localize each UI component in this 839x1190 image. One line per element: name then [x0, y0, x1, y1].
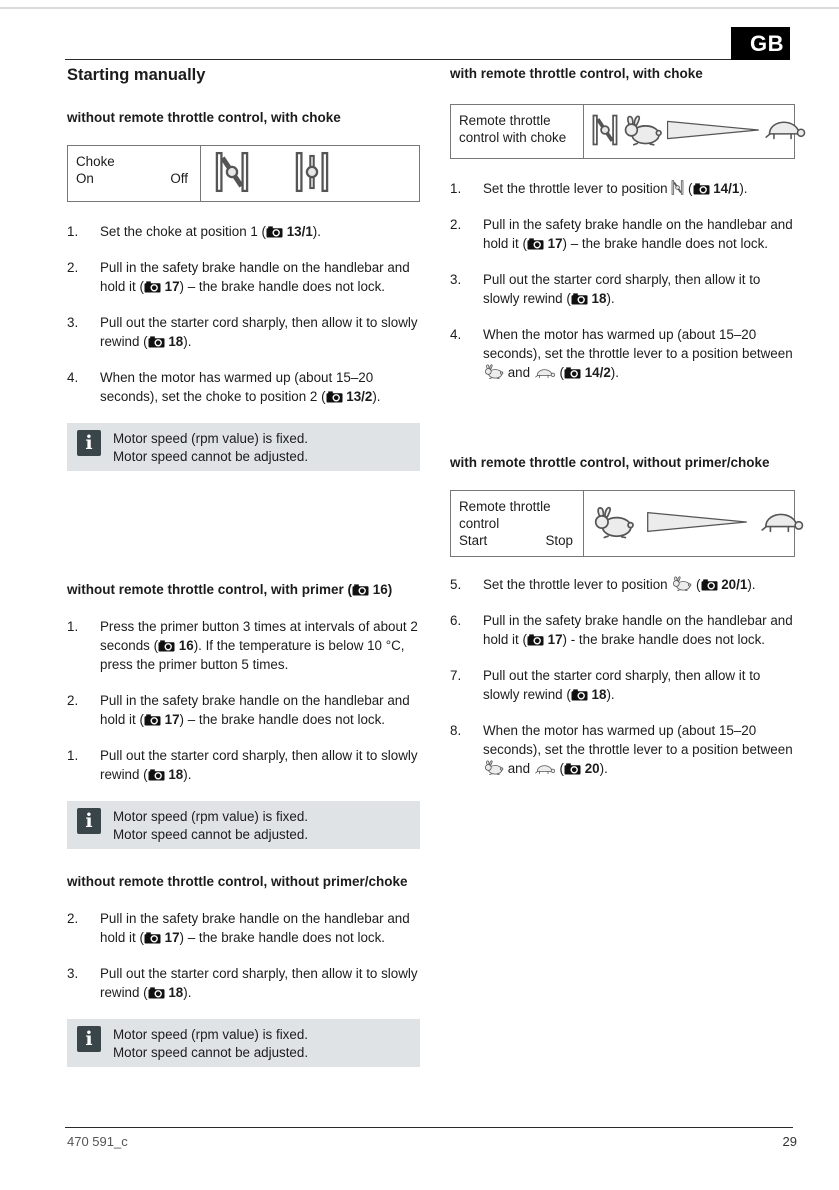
choke-table-icons: [201, 146, 419, 201]
spacer: [450, 399, 795, 454]
hare-icon: [622, 114, 662, 149]
camera-icon: [144, 932, 161, 944]
list-text: Pull in the safety brake handle on the handlebar and hold it ( 17) – the brake handle does not lock.: [483, 217, 793, 251]
list-number: 5.: [450, 577, 462, 592]
list-item: [67, 964, 420, 1002]
list-text: When the motor has warmed up (about 15–20 seconds), set the throttle lever to a position between and ( 20).: [483, 723, 793, 776]
list-text: Pull in the safety brake handle on the handlebar and hold it ( 17) - the brake handle does not lock.: [483, 613, 793, 647]
list-text: Set the choke at position 1 ( 13/1).: [100, 224, 321, 239]
info-note-line2: Motor speed cannot be adjusted.: [113, 827, 309, 842]
info-note-line1: Motor speed (rpm value) is fixed.: [113, 1027, 308, 1042]
list-text: Pull out the starter cord sharply, then allow it to slowly rewind ( 18).: [483, 668, 761, 702]
choke-symbol-icon: [671, 180, 684, 195]
tortoise-icon: [760, 510, 804, 535]
wedge-icon: [666, 114, 760, 146]
list-text: Pull out the starter cord sharply, then allow it to slowly rewind ( 18).: [100, 315, 418, 349]
list-number: 1.: [67, 619, 79, 634]
list-item: [67, 258, 420, 296]
list-number: 1.: [67, 224, 79, 239]
camera-icon: [693, 183, 710, 195]
hare-icon: [671, 576, 692, 591]
list-number: 2.: [450, 217, 462, 232]
remote-throttle-label: [451, 491, 584, 556]
list-text: Pull in the safety brake handle on the handlebar and hold it ( 17) – the brake handle does not lock.: [100, 911, 410, 945]
header-rule: [65, 59, 793, 60]
page-title: Starting manually: [67, 66, 206, 84]
info-note-line2: Motor speed cannot be adjusted.: [113, 1045, 309, 1060]
camera-icon: [266, 226, 283, 238]
choke-table-label: [68, 146, 201, 201]
camera-icon: [564, 763, 581, 775]
list-number: 1.: [450, 181, 462, 196]
list-text: Pull in the safety brake handle on the handlebar and hold it ( 17) – the brake handle does not lock.: [100, 260, 410, 294]
list-text: Pull out the starter cord sharply, then allow it to slowly rewind ( 18).: [483, 272, 761, 306]
list-item: [67, 222, 420, 241]
list-number: 3.: [67, 966, 79, 981]
list-number: 4.: [450, 327, 462, 342]
camera-icon: [352, 584, 369, 596]
remote-throttle-choke-label: [451, 105, 584, 158]
footer-rule: [65, 1127, 793, 1128]
camera-icon: [326, 391, 343, 403]
throttle-wedge-icon: [639, 505, 755, 542]
page-number: 29: [782, 1134, 797, 1149]
info-icon: i: [77, 1026, 101, 1052]
list-item: [67, 313, 420, 351]
camera-icon: [527, 238, 544, 250]
label-line1: Remote throttle: [459, 113, 551, 128]
spacer: [67, 471, 420, 581]
remote-throttle-choke-table: [450, 104, 795, 159]
choke-open-icon: [295, 151, 329, 193]
camera-icon: [564, 367, 581, 379]
list-item: [450, 215, 795, 253]
camera-icon: [144, 281, 161, 293]
list-item: [67, 617, 420, 674]
choke-closed-icon: [215, 151, 249, 193]
choke-table: [67, 145, 420, 202]
list-number: 7.: [450, 668, 462, 683]
list-text: Pull in the safety brake handle on the handlebar and hold it ( 17) – the brake handle does not lock.: [100, 693, 410, 727]
tortoise-icon: [534, 764, 556, 775]
hare-icon: [622, 114, 662, 146]
list-item: [67, 691, 420, 729]
info-note-line1: Motor speed (rpm value) is fixed.: [113, 431, 308, 446]
list-item: [67, 368, 420, 406]
info-note: [67, 801, 420, 849]
list-text: Set the throttle lever to position ( 14/1).: [483, 181, 748, 196]
left-column: [67, 65, 420, 1067]
list-text: Pull out the starter cord sharply, then allow it to slowly rewind ( 18).: [100, 748, 418, 782]
list-number: 3.: [450, 272, 462, 287]
info-note-text: [113, 806, 308, 844]
choke-off-label: Off: [170, 171, 188, 186]
section-heading-remote-choke: with remote throttle control, with choke: [450, 66, 703, 81]
list-number: 4.: [67, 370, 79, 385]
label-line2: control: [459, 516, 500, 531]
remote-throttle-icons: [584, 491, 808, 556]
list-item: [450, 575, 795, 594]
list-item: [67, 746, 420, 784]
list-number: 8.: [450, 723, 462, 738]
list-number: 6.: [450, 613, 462, 628]
tortoise-icon: [764, 118, 806, 142]
info-note: [67, 423, 420, 471]
label-line1: Remote throttle: [459, 499, 551, 514]
info-icon: i: [77, 430, 101, 456]
camera-icon: [527, 634, 544, 646]
tortoise-icon: [534, 368, 556, 379]
camera-icon: [158, 640, 175, 652]
choke-closed-icon: [215, 151, 249, 196]
list-text: When the motor has warmed up (about 15–20 seconds), set the choke to position 2 ( 13/2).: [100, 370, 381, 404]
camera-icon: [148, 769, 165, 781]
list-number: 1.: [67, 748, 79, 763]
start-stop-row: [459, 532, 575, 549]
info-icon: i: [77, 808, 101, 834]
list-number: 2.: [67, 693, 79, 708]
remote-throttle-table: [450, 490, 795, 557]
right-column: [450, 65, 795, 795]
list-text: Press the primer button 3 times at intervals of about 2 seconds ( 16). If the temperature is below 10 °C, press the primer button 5 times.: [100, 619, 418, 672]
choke-label: Choke: [76, 154, 115, 169]
list-item: [67, 909, 420, 947]
hare-icon: [592, 505, 634, 539]
list-item: [450, 721, 795, 778]
list-text: When the motor has warmed up (about 15–20 seconds), set the throttle lever to a position between and ( 14/2).: [483, 327, 793, 380]
list-item: [450, 666, 795, 704]
list-item: [450, 325, 795, 382]
language-badge: GB: [731, 27, 793, 60]
document-code: 470 591_c: [67, 1134, 128, 1149]
choke-on-label: On: [76, 171, 94, 186]
section-heading-remote-no-primer: with remote throttle control, without primer/choke: [450, 455, 770, 470]
hare-icon: [592, 505, 634, 542]
hare-icon: [483, 364, 504, 379]
list-item: [450, 611, 795, 649]
list-number: 2.: [67, 260, 79, 275]
info-note-text: [113, 1024, 308, 1062]
choke-closed-icon: [592, 110, 618, 150]
list-text: Set the throttle lever to position ( 20/1).: [483, 577, 756, 592]
choke-onoff-row: [76, 170, 192, 187]
choke-closed-icon: [592, 110, 618, 153]
info-note-line2: Motor speed cannot be adjusted.: [113, 449, 309, 464]
list-item: [450, 179, 795, 198]
tortoise-icon: [764, 118, 806, 145]
list-number: 2.: [67, 911, 79, 926]
info-note-text: [113, 428, 308, 466]
info-note: [67, 1019, 420, 1067]
camera-icon: [144, 714, 161, 726]
section-heading-choke: without remote throttle control, with choke: [67, 110, 341, 125]
stop-label: Stop: [545, 533, 573, 548]
label-line2: control with choke: [459, 130, 567, 145]
camera-icon: [701, 579, 718, 591]
camera-icon: [148, 987, 165, 999]
choke-open-icon: [295, 151, 329, 196]
camera-icon: [571, 293, 588, 305]
remote-throttle-choke-icons: [584, 105, 810, 158]
camera-icon: [571, 689, 588, 701]
camera-icon: [148, 336, 165, 348]
throttle-wedge-icon: [666, 114, 760, 149]
list-text: Pull out the starter cord sharply, then allow it to slowly rewind ( 18).: [100, 966, 418, 1000]
start-label: Start: [459, 533, 488, 548]
section-heading-primer: without remote throttle control, with primer ( 16): [67, 582, 393, 597]
list-number: 3.: [67, 315, 79, 330]
wedge-icon: [639, 505, 755, 539]
scan-artifact: [0, 7, 839, 9]
tortoise-icon: [760, 510, 804, 538]
hare-icon: [483, 760, 504, 775]
list-item: [450, 270, 795, 308]
section-heading-no-primer: without remote throttle control, without primer/choke: [67, 874, 408, 889]
info-note-line1: Motor speed (rpm value) is fixed.: [113, 809, 308, 824]
